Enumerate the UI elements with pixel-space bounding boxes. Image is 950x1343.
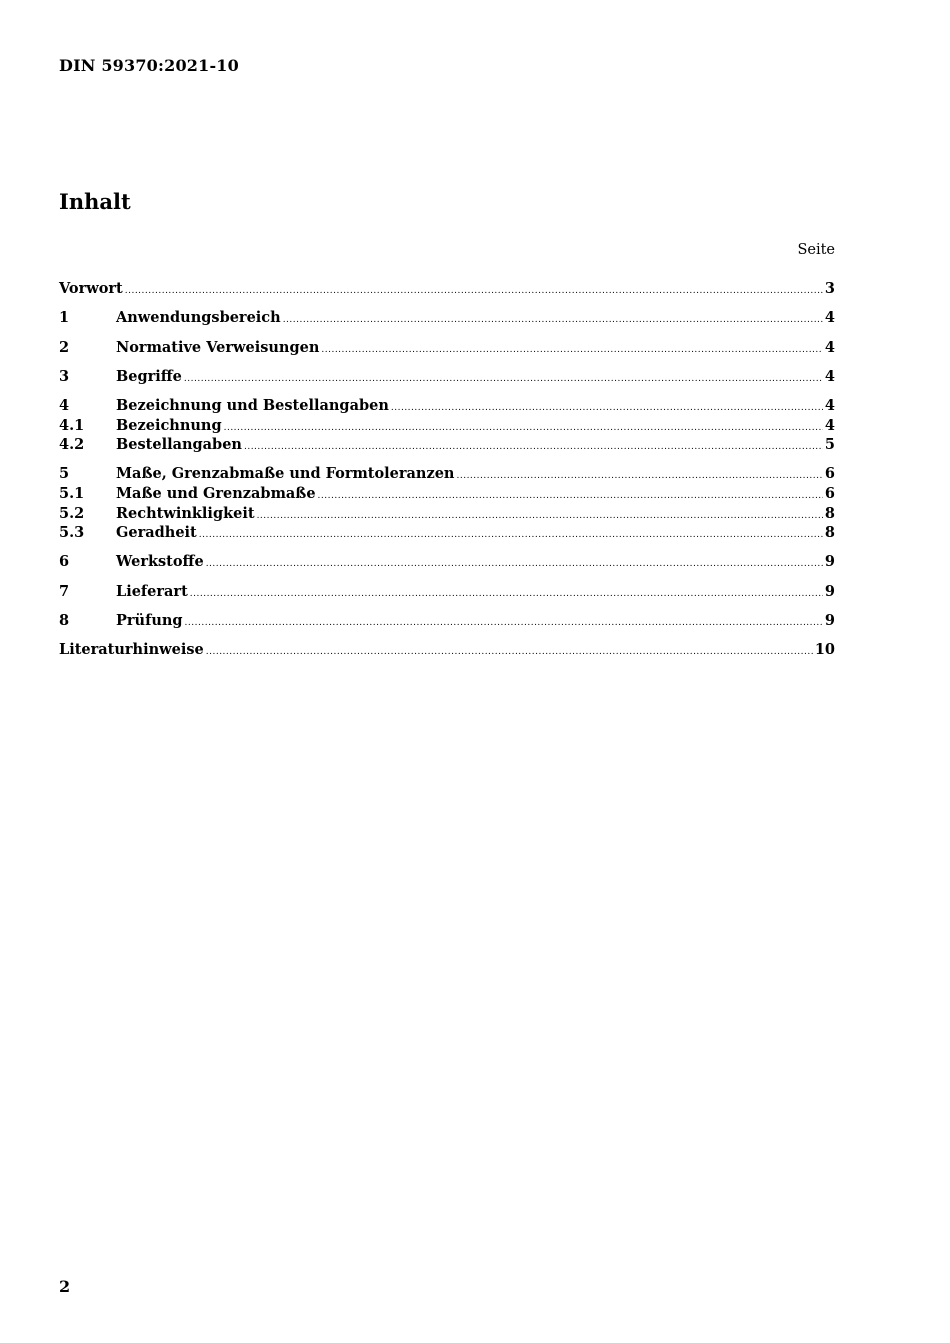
dot-leader <box>190 584 823 604</box>
toc-entry-title: Bestellangaben <box>116 436 242 453</box>
toc-entry-6[interactable] <box>59 552 835 572</box>
toc-entry-number: 8 <box>59 612 70 629</box>
toc-entry-page: 9 <box>824 553 835 570</box>
toc-entry-1[interactable] <box>59 308 835 328</box>
toc-entry-number: 7 <box>59 583 70 600</box>
toc-entry-title: Prüfung <box>116 612 183 629</box>
toc-entry-page: 9 <box>824 583 835 600</box>
toc-entry-7[interactable] <box>59 582 835 602</box>
toc-entry-number: 5.3 <box>59 524 85 541</box>
toc-entry-5-2[interactable] <box>59 504 835 524</box>
toc-heading: Inhalt <box>59 189 131 214</box>
toc-entry-number: 5 <box>59 465 70 482</box>
toc-entry-number: 4.2 <box>59 436 85 453</box>
toc-entry-4-2[interactable] <box>59 435 835 455</box>
toc-entry-page: 5 <box>824 436 835 453</box>
toc-entry-3[interactable] <box>59 367 835 387</box>
toc-entry-page: 6 <box>824 465 835 482</box>
toc-entry-title: Anwendungsbereich <box>116 309 281 326</box>
toc-entry-5-1[interactable] <box>59 484 835 504</box>
toc-entry-page: 4 <box>824 397 835 414</box>
toc-entry-title: Geradheit <box>116 524 197 541</box>
toc-entry-page: 4 <box>824 368 835 385</box>
toc-entry-5-3[interactable] <box>59 523 835 543</box>
toc-entry-page: 8 <box>824 524 835 541</box>
toc-entry-number: 5.2 <box>59 505 85 522</box>
toc-entry-page: 3 <box>824 280 835 297</box>
dot-leader <box>206 554 823 574</box>
dot-leader <box>125 281 823 301</box>
toc-entry-title: Bezeichnung <box>116 417 222 434</box>
toc-entry-number: 3 <box>59 368 70 385</box>
toc-entry-title: Rechtwinkligkeit <box>116 505 255 522</box>
page-number: 2 <box>59 1277 71 1296</box>
toc-entry-title: Maße, Grenzabmaße und Formtoleranzen <box>116 465 455 482</box>
toc-entry-title: Normative Verweisungen <box>116 339 320 356</box>
dot-leader <box>456 466 822 486</box>
toc-entry-page: 4 <box>824 339 835 356</box>
dot-leader <box>318 486 823 506</box>
toc-entry-page: 6 <box>824 485 835 502</box>
toc-entry-title: Literaturhinweise <box>59 641 204 658</box>
toc-entry-page: 4 <box>824 417 835 434</box>
toc-entry-8[interactable] <box>59 611 835 631</box>
toc-entry-title: Werkstoffe <box>116 553 204 570</box>
dot-leader <box>199 525 823 545</box>
toc-entry-5[interactable] <box>59 464 835 484</box>
document-id: DIN 59370:2021-10 <box>59 56 239 75</box>
dot-leader <box>321 340 823 360</box>
toc-entry-number: 4.1 <box>59 417 85 434</box>
toc-entry-title: Bezeichnung und Bestellangaben <box>116 397 389 414</box>
toc-entry-vorwort[interactable] <box>59 279 835 299</box>
toc-entry-2[interactable] <box>59 338 835 358</box>
toc-entry-number: 1 <box>59 309 70 326</box>
toc-entry-title: Vorwort <box>59 280 123 297</box>
page-column-label: Seite <box>797 242 835 258</box>
toc-entry-number: 4 <box>59 397 70 414</box>
toc-entry-number: 2 <box>59 339 70 356</box>
toc-entry-page: 4 <box>824 309 835 326</box>
dot-leader <box>283 310 823 330</box>
toc-entry-number: 6 <box>59 553 70 570</box>
toc-entry-page: 9 <box>824 612 835 629</box>
toc-entry-4-1[interactable] <box>59 416 835 436</box>
toc-entry-literaturhinweise[interactable] <box>59 640 835 660</box>
toc-entry-page: 10 <box>814 641 835 658</box>
dot-leader <box>185 613 823 633</box>
toc-entry-4[interactable] <box>59 396 835 416</box>
dot-leader <box>244 437 823 457</box>
dot-leader <box>184 369 823 389</box>
dot-leader <box>391 398 823 418</box>
toc-entry-title: Begriffe <box>116 368 182 385</box>
toc-entry-page: 8 <box>824 505 835 522</box>
toc-entry-number: 5.1 <box>59 485 85 502</box>
toc-entry-title: Maße und Grenzabmaße <box>116 485 316 502</box>
toc-entry-title: Lieferart <box>116 583 188 600</box>
dot-leader <box>206 642 813 662</box>
